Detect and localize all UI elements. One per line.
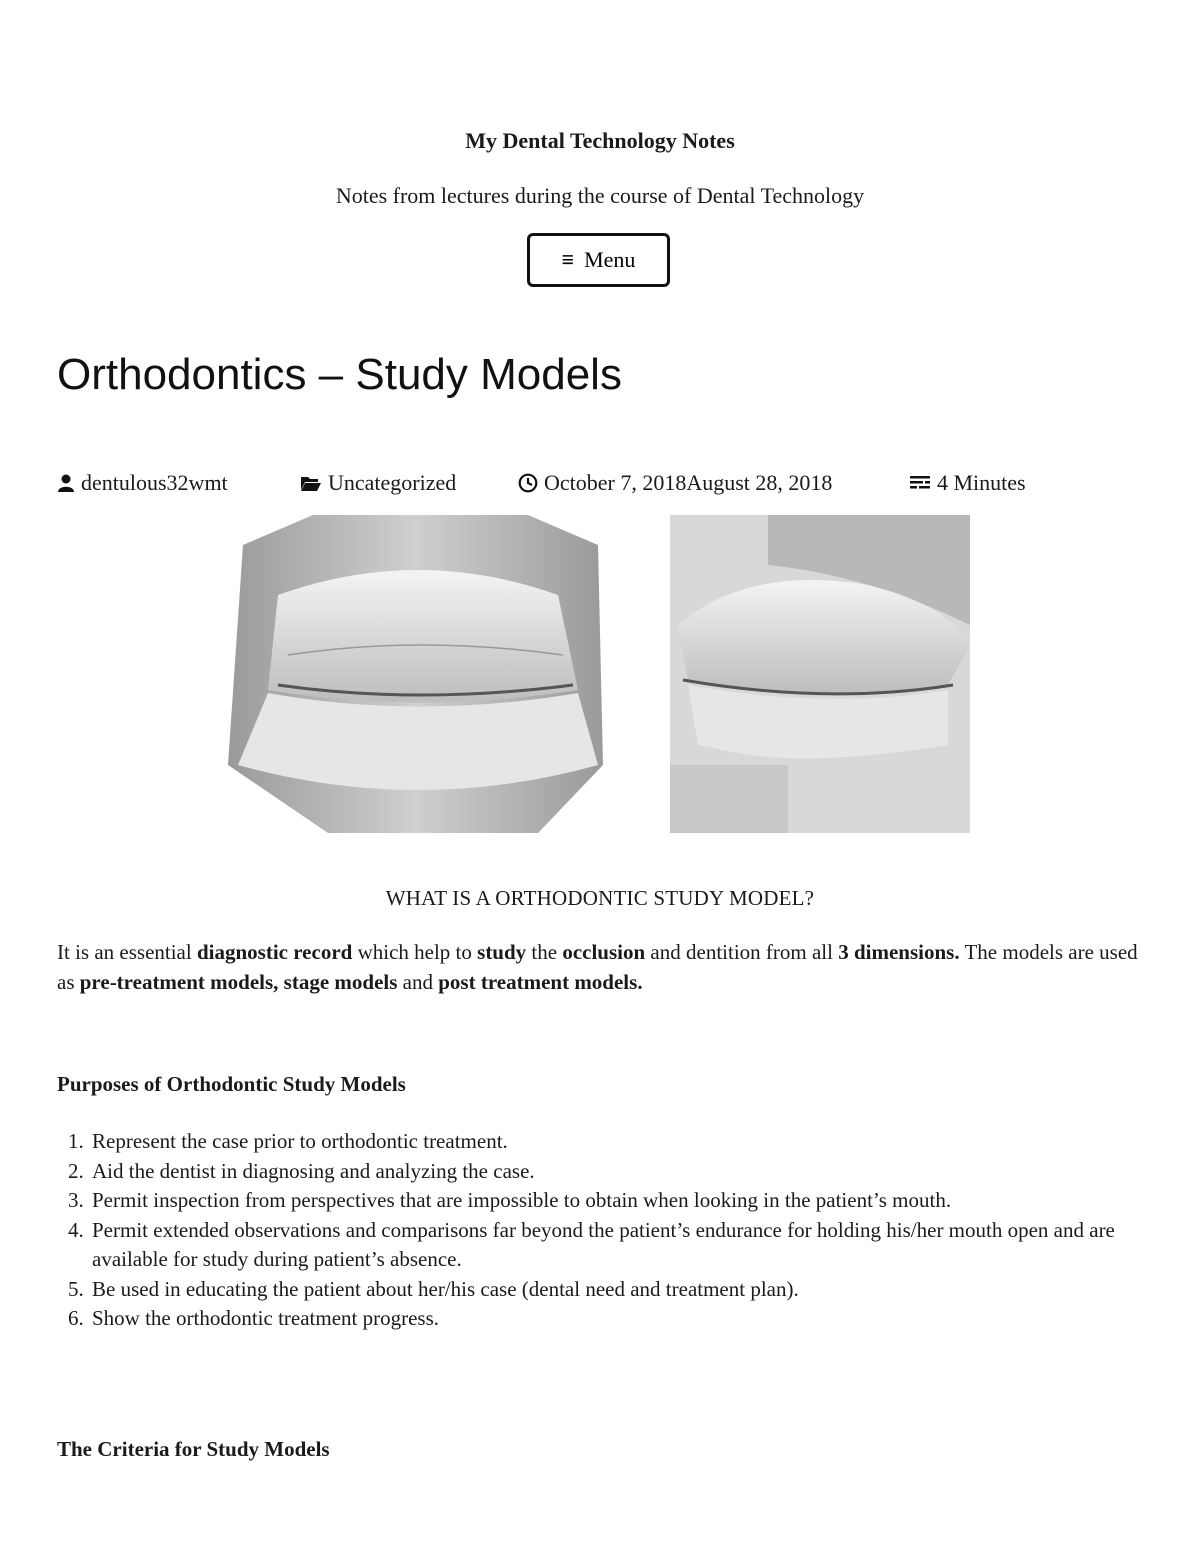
intro-bold-term: pre-treatment models, stage models — [79, 970, 398, 994]
intro-bold-term: diagnostic record — [196, 940, 353, 964]
intro-text: The models are used as — [57, 940, 1138, 994]
meta-date[interactable] — [518, 470, 832, 496]
folder-open-icon — [300, 474, 322, 492]
intro-bold-term: 3 dimensions. — [838, 940, 960, 964]
intro-text: and — [397, 970, 439, 994]
list-text: Permit inspection from perspectives that are impossible to obtain when looking in the patient’s mouth. — [92, 1188, 952, 1212]
meta-reading-time — [909, 470, 1026, 496]
list-number: 2. — [68, 1158, 84, 1183]
list-item — [57, 1127, 1137, 1157]
list-text: Permit extended observations and comparisons far beyond the patient’s endurance for holding his/her mouth open and are available for study during patient’s absence. — [92, 1217, 1115, 1271]
intro-bold-term: study — [477, 940, 527, 964]
list-number: 5. — [68, 1276, 84, 1301]
list-number: 1. — [68, 1129, 84, 1153]
intro-paragraph — [57, 937, 1147, 997]
list-number: 4. — [68, 1217, 84, 1242]
site-title[interactable]: My Dental Technology Notes — [465, 128, 735, 153]
intro-text: and dentition from all — [645, 940, 839, 964]
post-title: Orthodontics – Study Models — [57, 350, 622, 399]
meta-author-link[interactable]: dentulous32wmt — [81, 470, 228, 495]
criteria-heading: The Criteria for Study Models — [57, 1437, 330, 1461]
image-caption: WHAT IS A ORTHODONTIC STUDY MODEL? — [385, 886, 815, 910]
study-models-image — [228, 515, 972, 833]
list-number: 3. — [68, 1188, 84, 1212]
side-view-model — [670, 515, 970, 833]
intro-text: which help to — [352, 940, 478, 964]
intro-bold-term: post treatment models. — [438, 970, 643, 994]
intro-text: It is an essential — [57, 940, 197, 964]
list-text: Show the orthodontic treatment progress. — [92, 1306, 440, 1330]
list-text: Represent the case prior to orthodontic treatment. — [92, 1129, 508, 1153]
text-lines-icon — [909, 474, 931, 492]
purposes-heading: Purposes of Orthodontic Study Models — [57, 1072, 406, 1096]
meta-date-link[interactable]: October 7, 2018August 28, 2018 — [544, 470, 833, 495]
hamburger-icon: ≡ — [561, 247, 575, 272]
list-item — [57, 1157, 1137, 1187]
meta-category[interactable] — [300, 470, 456, 496]
site-description: Notes from lectures during the course of Dental Technology — [335, 183, 865, 208]
intro-bold-term: occlusion — [562, 940, 646, 964]
intro-text: the — [526, 940, 563, 964]
clock-icon — [518, 473, 538, 493]
list-item — [57, 1216, 1137, 1275]
list-number: 6. — [68, 1306, 84, 1330]
list-text: Aid the dentist in diagnosing and analyzing the case. — [92, 1158, 535, 1183]
purposes-list — [57, 1127, 1137, 1334]
list-item — [57, 1275, 1137, 1305]
reading-time: 4 Minutes — [937, 470, 1026, 495]
frontal-view-model — [228, 515, 603, 833]
list-text: Be used in educating the patient about her/his case (dental need and treatment plan). — [92, 1276, 799, 1301]
menu-button[interactable] — [527, 233, 670, 287]
meta-category-link[interactable]: Uncategorized — [328, 470, 457, 495]
meta-author[interactable] — [57, 470, 228, 496]
list-item — [57, 1186, 1137, 1216]
user-icon — [57, 473, 75, 493]
list-item — [57, 1304, 1137, 1334]
menu-label: Menu — [584, 247, 636, 272]
